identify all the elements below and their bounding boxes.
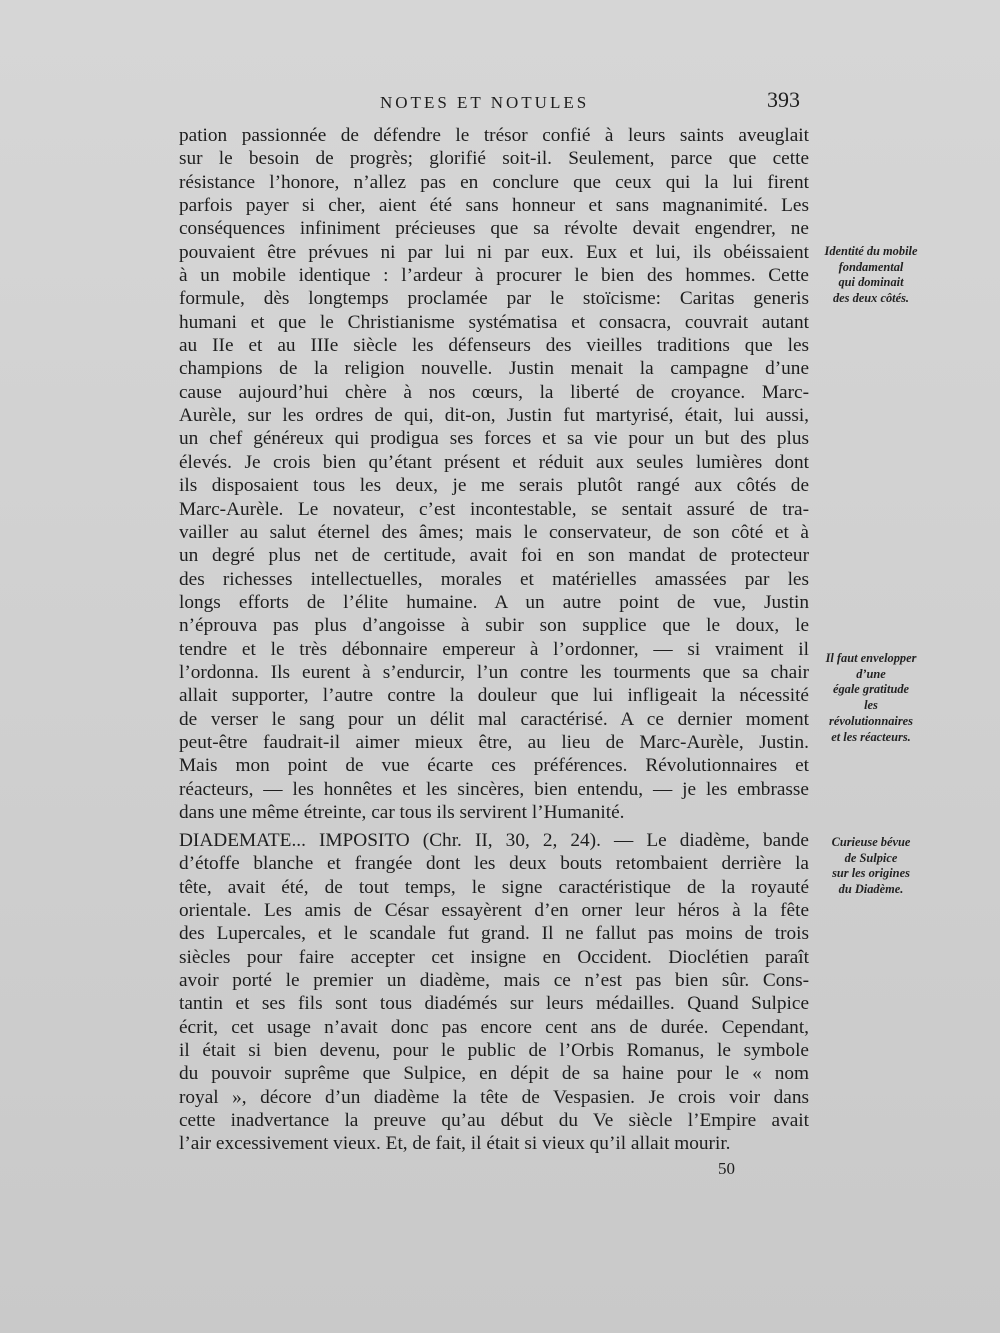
text-line: parfois payer si cher, aient été sans honneur et sans magnanimité. Les (179, 195, 809, 217)
text-line: dans une même étreinte, car tous ils servirent l’Humanité. (179, 801, 625, 823)
text-line: du pouvoir suprême que Sulpice, en dépit de sa haine pour le « nom (179, 1063, 809, 1085)
paragraph-stoicism (179, 124, 809, 824)
margin-note-line: égale gratitude (832, 682, 910, 697)
margin-note-line: Il faut envelopper (825, 651, 917, 665)
text-line: sur le besoin de progrès; glorifié soit-il. Seulement, parce que cette (179, 148, 809, 170)
margin-note-line: de Sulpice (844, 850, 898, 865)
text-line: allait supporter, l’autre contre la douleur que lui infligeait la nécessité (179, 685, 809, 707)
text-line: des Lupercales, et le scandale fut grand. Il ne fallut pas moins de trois (179, 923, 809, 945)
margin-note-line: d’une (856, 666, 886, 681)
text-line: écrit, cet usage n’avait donc pas encore cent ans de durée. Cependant, (179, 1016, 809, 1038)
text-line: ils disposaient tous les deux, je me serais plutôt rangé aux côtés de (179, 475, 809, 497)
text-line: avoir porté le premier un diadème, mais ce n’est pas bien sûr. Cons- (179, 970, 809, 992)
margin-note-line: des deux côtés. (832, 291, 910, 306)
text-line: un degré plus net de certitude, avait foi en son mandat de protecteur (179, 545, 809, 567)
text-line: siècles pour faire accepter cet insigne en Occident. Dioclétien paraît (179, 946, 809, 968)
text-line: tendre et le très débonnaire empereur à l’ordonner, — si vraiment il (179, 638, 809, 660)
text-line: DIADEMATE... IMPOSITO (Chr. II, 30, 2, 24). — Le diadème, bande (179, 830, 809, 851)
margin-note-line: du Diadème. (838, 882, 904, 897)
text-line: tantin et ses fils sont tous diadémés sur leurs médailles. Quand Sulpice (179, 993, 809, 1015)
paragraph-diadem (179, 829, 809, 1156)
text-line: à un mobile identique : l’ardeur à procurer le bien des hommes. Cette (179, 265, 809, 287)
text-line: vailler au salut éternel des âmes; mais le conservateur, de son côté et à (179, 521, 809, 543)
margin-note-line: qui dominait (838, 275, 904, 290)
text-line: pouvaient être prévues ni par lui ni par eux. Eux et lui, ils obéissaient (179, 241, 809, 263)
margin-note-line: sur les origines (832, 866, 910, 881)
text-line: de verser le sang pour un délit mal caractérisé. A ce dernier moment (179, 708, 809, 730)
text-line: n’éprouva pas plus d’angoisse à subir son supplice que le doux, le (179, 615, 809, 637)
text-line: champions de la religion nouvelle. Justin menait la campagne d’une (179, 358, 809, 380)
text-line: conséquences infiniment précieuses que sa révolte devait engendrer, ne (179, 218, 809, 240)
margin-note-gratitude (812, 651, 930, 745)
margin-note-line: Curieuse bévue (831, 835, 911, 849)
signature-mark: 50 (718, 1159, 735, 1178)
text-line: royal », décore d’un diadème la tête de Vespasien. Je crois voir dans (179, 1086, 809, 1108)
page-number: 393 (767, 87, 800, 112)
text-line: tête, avait été, de tout temps, le signe caractéristique de la royauté (179, 876, 809, 898)
text-line: peut-être faudrait-il aimer mieux être, au lieu de Marc-Aurèle, Justin. (179, 731, 809, 753)
text-line: orientale. Les amis de César essayèrent d’en orner leur héros à la fête (179, 900, 809, 922)
text-line: élevés. Je crois bien qu’étant présent et réduit aux seules lumières dont (179, 451, 809, 473)
text-line: des richesses intellectuelles, morales et matérielles amassées par les (179, 568, 809, 590)
text-line: formule, dès longtemps proclamée par le stoïcisme: Caritas generis (179, 288, 809, 310)
margin-note-diadem (812, 835, 930, 898)
text-line: longs efforts de l’élite humaine. A un autre point de vue, Justin (179, 591, 809, 613)
text-line: l’air excessivement vieux. Et, de fait, il était si vieux qu’il allait mourir. (179, 1133, 731, 1155)
text-line: d’étoffe blanche et frangée dont les deux bouts retombaient derrière la (179, 853, 809, 875)
text-line: Aurèle, sur les ordres de qui, dit-on, Justin fut martyrisé, était, lui aussi, (179, 405, 809, 427)
text-line: résistance l’honore, n’allez pas en conclure que ceux qui la lui firent (179, 171, 809, 193)
text-line: l’ordonna. Ils eurent à s’endurcir, l’un contre les tourments que sa chair (179, 661, 809, 683)
margin-note-line: Identité du mobile (824, 244, 918, 258)
text-line: au IIe et au IIIe siècle les défenseurs des vieilles traditions que les (179, 335, 809, 357)
text-line: réacteurs, — les honnêtes et les sincères, bien entendu, — je les embrasse (179, 778, 809, 800)
text-line: pation passionnée de défendre le trésor confié à leurs saints aveuglait (179, 125, 809, 146)
margin-note-line: révolutionnaires (829, 713, 913, 728)
text-line: humani et que le Christianisme systématisa et consacra, couvrait autant (179, 311, 809, 333)
text-line: Marc-Aurèle. Le novateur, c’est incontestable, se sentait assuré de tra- (179, 498, 809, 520)
text-line: cette inadvertance la preuve qu’au début du Ve siècle l’Empire avait (179, 1110, 809, 1132)
text-line: un chef généreux qui prodigua ses forces et sa vie pour un but des plus (179, 428, 809, 450)
running-title: NOTES ET NOTULES (380, 93, 590, 112)
text-line: cause aujourd’hui chère à nos cœurs, la liberté de croyance. Marc- (179, 381, 809, 403)
margin-note-line: fondamental (838, 259, 904, 274)
text-line: Mais mon point de vue écarte ces préférences. Révolutionnaires et (179, 755, 809, 777)
margin-note-line: les (864, 698, 878, 713)
margin-note-identical-motive (812, 244, 930, 307)
text-line: il était si bien devenu, pour le public de l’Orbis Romanus, le symbole (179, 1040, 809, 1062)
margin-note-line: et les réacteurs. (831, 729, 911, 744)
